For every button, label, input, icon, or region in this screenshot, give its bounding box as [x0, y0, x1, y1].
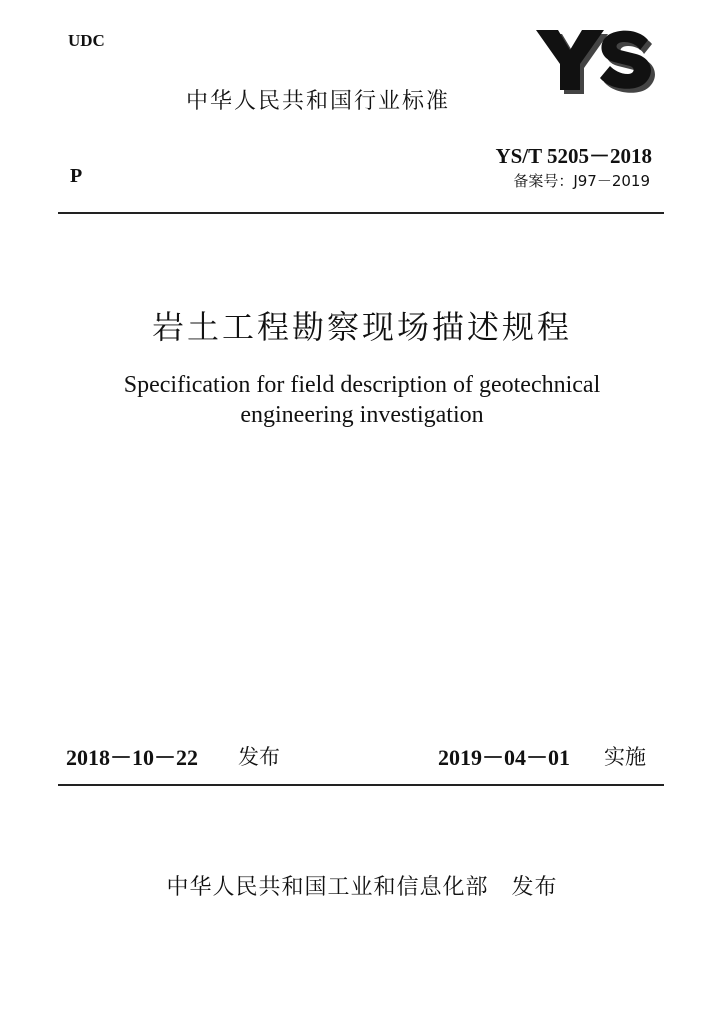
record-number: 备案号：J97－2019 [513, 172, 650, 190]
publisher: 中华人民共和国工业和信息化部 发布 [166, 875, 558, 900]
implementation-label: 实施 [604, 745, 646, 769]
title-chinese: 岩土工程勘察现场描述规程 [151, 309, 572, 345]
bottom-divider [58, 784, 664, 786]
ys-logo [534, 28, 656, 98]
implementation-date: 2019－04－01 [438, 745, 571, 770]
title-english-line-1: Specification for field description of geotechnical [123, 372, 601, 398]
title-english-line-2: engineering investigation [240, 402, 484, 428]
issue-date: 2018－10－22 [66, 745, 199, 770]
issue-label: 发布 [238, 745, 280, 769]
udc-label: UDC [68, 31, 105, 50]
ys-logo-letters [536, 30, 651, 90]
standard-number: YS/T 5205－2018 [495, 144, 652, 168]
industry-standard-heading: 中华人民共和国行业标准 [186, 89, 451, 114]
top-divider [58, 212, 664, 214]
classification-code: P [70, 165, 83, 187]
